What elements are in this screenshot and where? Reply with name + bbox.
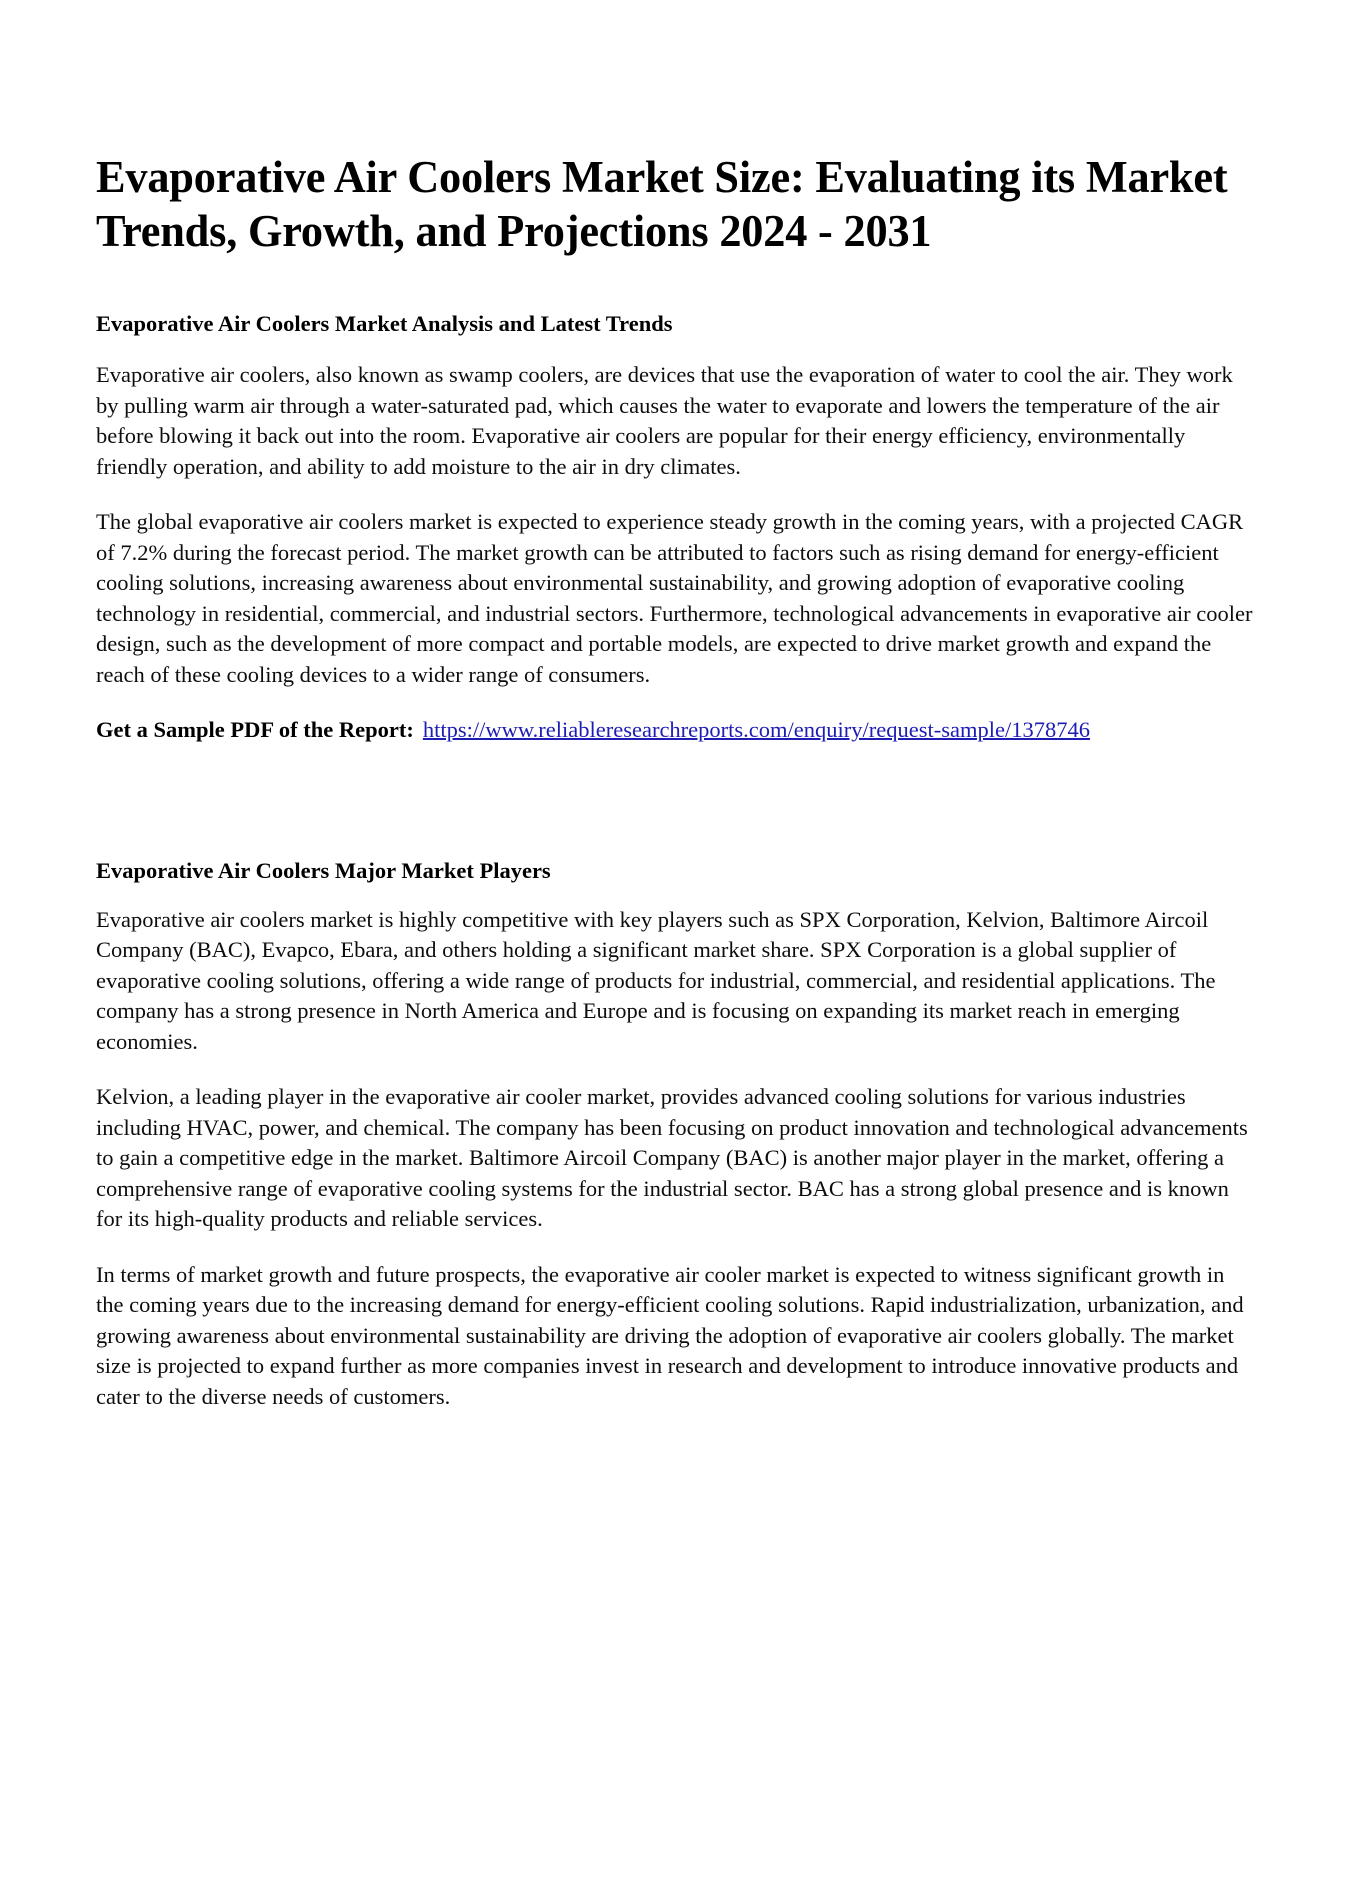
sample-pdf-label: Get a Sample PDF of the Report: — [96, 717, 414, 743]
document-content — [96, 150, 1253, 1412]
heading-market-analysis: Evaporative Air Coolers Market Analysis and Latest Trends — [96, 310, 673, 336]
spacer-par-2 — [96, 690, 1253, 715]
spacer-par-4 — [96, 1235, 1253, 1260]
paragraph-kelvion-bac: Kelvion, a leading player in the evaporative air cooler market, provides advanced cooling solutions for various industries including HVAC, power, and chemical. The company has been focusing on product innovation and technological advancements to gain a competitive edge in the market. Baltimore Aircoil Company (BAC) is another major player in the market, offering a comprehensive range of evaporative cooling systems for the industrial sector. BAC has a strong global presence and is known for its high-quality products and reliable services. — [96, 1084, 1248, 1232]
page-title: Evaporative Air Coolers Market Size: Evaluating its Market Trends, Growth, and Projections 2024 - 2031 — [96, 152, 1228, 257]
spacer-par-3 — [96, 1057, 1253, 1082]
paragraph-market-growth: The global evaporative air coolers market is expected to experience steady growth in the coming years, with a projected CAGR of 7.2% during the forecast period. The market growth can be attributed to factors such as rising demand for energy-efficient cooling solutions, increasing awareness about environmental sustainability, and growing adoption of evaporative cooling technology in residential, commercial, and industrial sectors. Furthermore, technological advancements in evaporative air cooler design, such as the development of more compact and portable models, are expected to drive market growth and expand the reach of these cooling devices to a wider range of consumers. — [96, 509, 1253, 687]
spacer-heading-2 — [96, 885, 1253, 905]
paragraph-future-prospects: In terms of market growth and future prospects, the evaporative air cooler market is expected to witness significant growth in the coming years due to the increasing demand for energy-efficient cooling solutions. Rapid industrialization, urbanization, and growing awareness about environmental sustainability are driving the adoption of evaporative air coolers globally. The market size is projected to expand further as more companies invest in research and development to introduce innovative products and cater to the diverse needs of customers. — [96, 1261, 1244, 1409]
spacer-title — [96, 259, 1253, 309]
paragraph-definition: Evaporative air coolers, also known as swamp coolers, are devices that use the evaporation of water to cool the air. They work by pulling warm air through a water-saturated pad, which causes the water to evaporate and lowers the temperature of the air before blowing it back out into the room. Evaporative air coolers are popular for their energy efficiency, environmentally friendly operation, and ability to add moisture to the air in dry climates. — [96, 362, 1233, 479]
paragraph-key-players: Evaporative air coolers market is highly competitive with key players such as SPX Corporation, Kelvion, Baltimore Aircoil Company (BAC), Evapco, Ebara, and others holding a significant market share. SPX Corporation is a global supplier of evaporative cooling solutions, offering a wide range of products for industrial, commercial, and residential applications. The company has a strong presence in North America and Europe and is focusing on expanding its market reach in emerging economies. — [96, 906, 1216, 1054]
heading-major-market-players: Evaporative Air Coolers Major Market Players — [96, 857, 551, 883]
spacer-par-1 — [96, 482, 1253, 507]
sample-pdf-line — [96, 715, 1253, 746]
spacer-before-players — [96, 746, 1253, 856]
spacer-heading-1 — [96, 338, 1253, 360]
sample-pdf-link[interactable]: https://www.reliableresearchreports.com/enquiry/request-sample/1378746 — [422, 717, 1090, 743]
